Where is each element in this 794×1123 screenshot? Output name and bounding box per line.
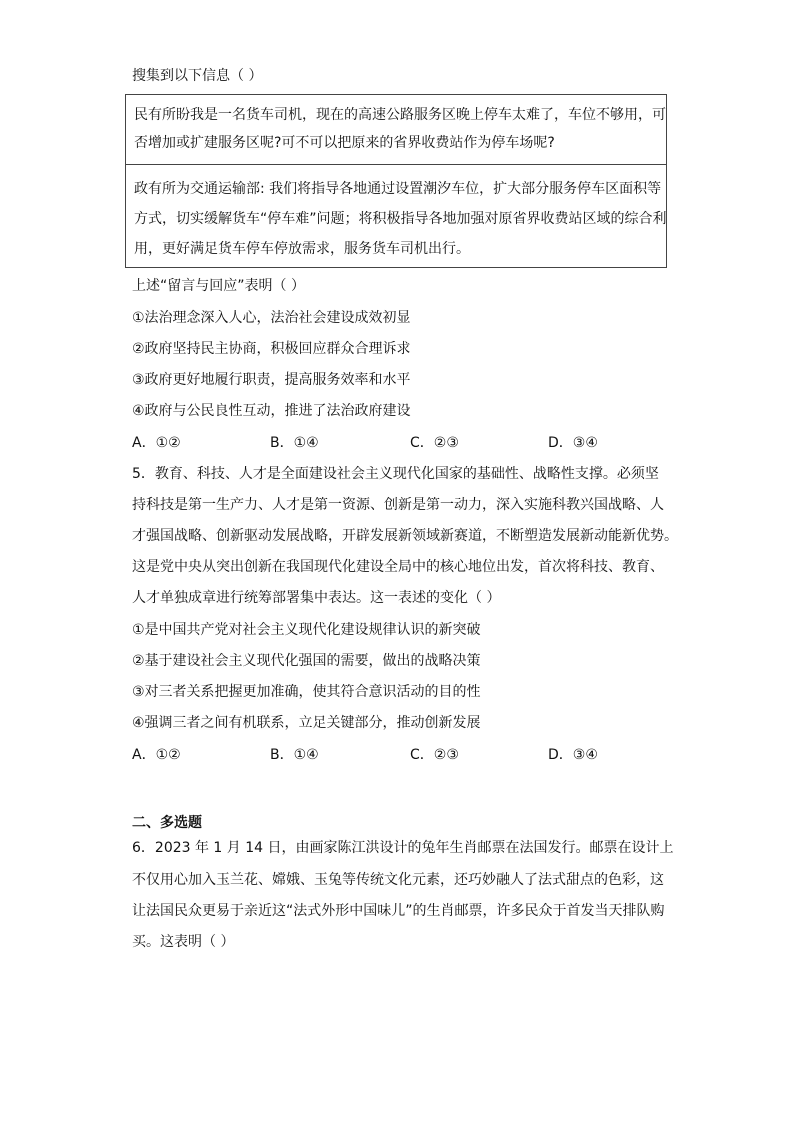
q5-option-d: D．③④ — [548, 747, 598, 763]
q4-stem: 上述“留言与回应”表明（ ） — [132, 278, 305, 294]
q4-option-b: B．①④ — [270, 435, 319, 451]
govt-line-3: 用，更好满足货车停车停放需求，服务货车司机出行。 — [134, 241, 470, 257]
q4-option-d: D．③④ — [548, 435, 598, 451]
q4-option-a: A．①② — [132, 435, 181, 451]
q5-stem-line-3: 才强国战略、创新驱动发展战略，开辟发展新领域新赛道，不断塑造发展新动能新优势。 — [132, 528, 678, 544]
q5-option-a: A．①② — [132, 747, 181, 763]
section-heading: 二、多选题 — [132, 815, 202, 831]
q4-item-3: ③政府更好地履行职责，提高服务效率和水平 — [132, 372, 411, 388]
q4-item-2: ②政府坚持民主协商，积极回应群众合理诉求 — [132, 341, 411, 357]
q5-option-b: B．①④ — [270, 747, 319, 763]
citizen-line-2: 否增加或扩建服务区呢?可不可以把原来的省界收费站作为停车场呢? — [134, 135, 555, 151]
govt-line-2: 方式，切实缓解货车“停车难”问题；将积极指导各地加强对原省界收费站区域的综合利 — [134, 211, 667, 227]
box-divider — [126, 164, 666, 165]
intro-line: 搜集到以下信息（ ） — [132, 68, 263, 84]
q4-item-1: ①法治理念深入人心，法治社会建设成效初显 — [132, 310, 411, 326]
q4-item-4: ④政府与公民良性互动，推进了法治政府建设 — [132, 403, 411, 419]
info-box — [125, 94, 667, 268]
q5-stem-line-1: 5．教育、科技、人才是全面建设社会主义现代化国家的基础性、战略性支撑。必须坚 — [132, 466, 659, 482]
q6-stem-line-3: 让法国民众更易于亲近这“法式外形中国味儿”的生肖邮票，许多民众于首发当天排队购 — [132, 903, 665, 919]
q5-item-1: ①是中国共产党对社会主义现代化建设规律认识的新突破 — [132, 622, 481, 638]
q5-item-4: ④强调三者之间有机联系，立足关键部分，推动创新发展 — [132, 715, 481, 731]
q5-stem-line-2: 持科技是第一生产力、人才是第一资源、创新是第一动力，深入实施科教兴国战略、人 — [132, 497, 664, 513]
q6-stem-line-2: 不仅用心加入玉兰花、嫦娥、玉兔等传统文化元素，还巧妙融人了法式甜点的色彩，这 — [132, 872, 664, 888]
q5-stem-line-4: 这是党中央从突出创新在我国现代化建设全局中的核心地位出发，首次将科技、教育、 — [132, 559, 664, 575]
q6-stem-line-1: 6．2023 年 1 月 14 日，由画家陈江洪设计的兔年生肖邮票在法国发行。邮票在设计上 — [132, 840, 674, 856]
q5-option-c: C．②③ — [410, 747, 459, 763]
govt-line-1: 政有所为交通运输部: 我们将指导各地通过设置潮汐车位，扩大部分服务停车区面积等 — [134, 181, 662, 197]
q5-stem-line-5: 人才单独成章进行统筹部署集中表达。这一表述的变化（ ） — [132, 590, 501, 606]
q5-item-3: ③对三者关系把握更加准确，使其符合意识活动的目的性 — [132, 684, 481, 700]
citizen-line-1: 民有所盼我是一名货车司机，现在的高速公路服务区晚上停车太难了，车位不够用，可 — [134, 107, 666, 123]
q4-option-c: C．②③ — [410, 435, 459, 451]
q6-stem-line-4: 买。这表明（ ） — [132, 934, 235, 950]
q5-item-2: ②基于建设社会主义现代化强国的需要，做出的战略决策 — [132, 653, 481, 669]
